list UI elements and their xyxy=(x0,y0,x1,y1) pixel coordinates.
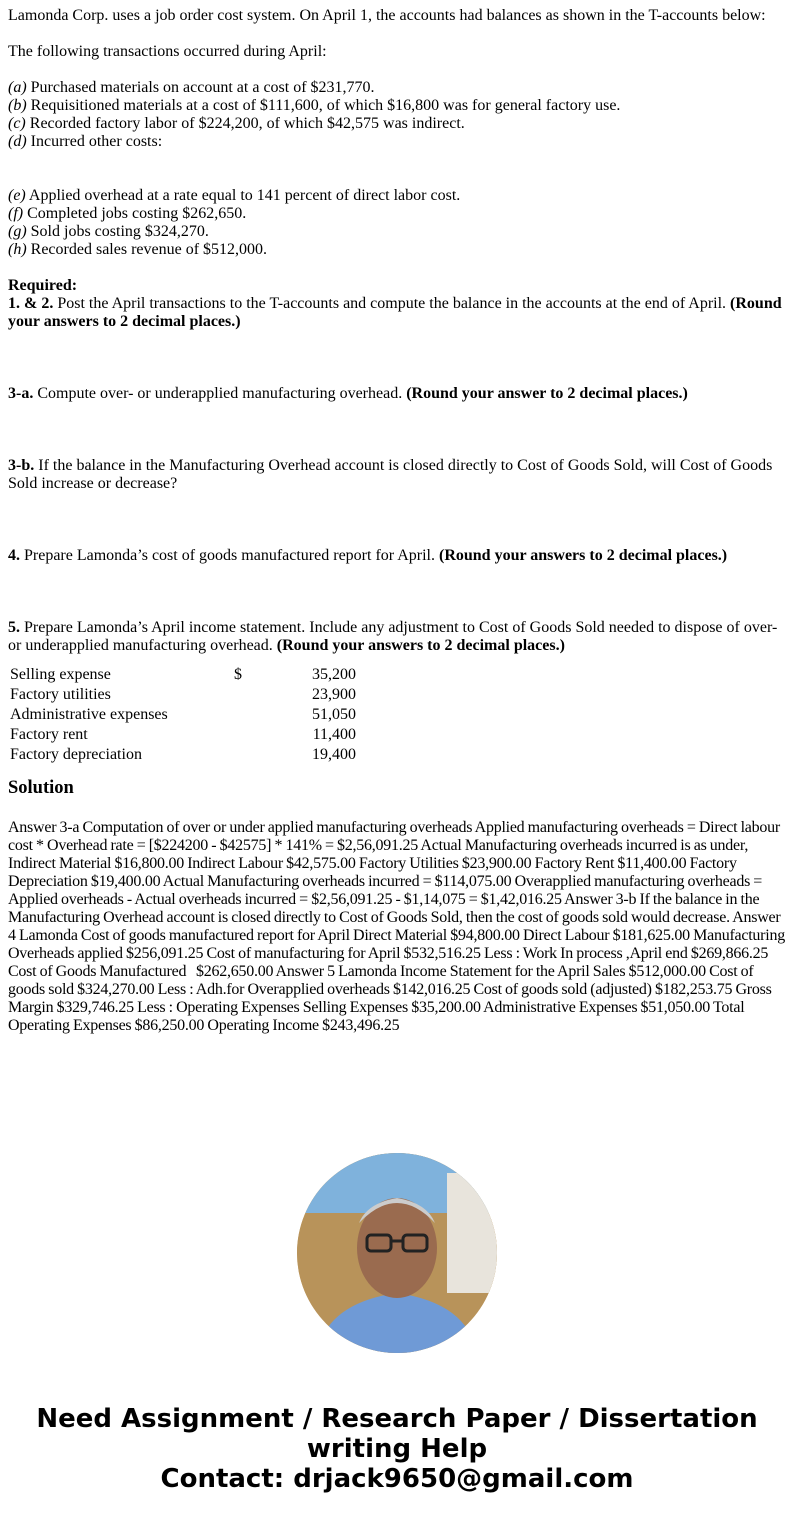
solution-text: Answer 3-a Computation of over or under applied manufacturing overheads Applied manufacturing overheads = Direct labour cost * Overhead rate = [$224200 - $42575] * 141% = $2,56,091.25 Actual Manufacturing overheads incurred is as under, Indirect Material $16,800.00 Indirect Labour $42,575.00 Factory Utilities $23,900.00 Factory Rent $11,400.00 Factory Depreciation $19,400.00 Actual Manufacturing overheads incurred = $114,075.00 Overapplied manufacturing overheads = Applied overheads - Actual overheads incurred = $2,56,091.25 - $1,14,075 = $1,42,016.25 Answer 3-b If the balance in the Manufacturing Overhead account is closed directly to Cost of Goods Sold, then the cost of goods sold would decrease. Answer 4 Lamonda Cost of goods manufactured report for April Direct Material $94,800.00 Direct Labour $181,625.00 Manufacturing Overheads applied $256,091.25 Cost of manufacturing for April $532,516.25 Less : Work In process ,April end $269,866.25 Cost of Goods Manufactured $262,650.00 Answer 5 Lamonda Income Statement for the April Sales $512,000.00 Cost of goods sold $324,270.00 Less : Adh.for Overapplied overheads $142,016.25 Cost of goods sold (adjusted) $182,253.75 Gross Margin $329,746.25 Less : Operating Expenses Selling Expenses $35,200.00 Administrative Expenses $51,050.00 Total Operating Expenses $86,250.00 Operating Income $243,496.25 xyxy=(8,819,785,1034)
cost-currency xyxy=(232,685,244,705)
question-1-2 xyxy=(8,295,786,331)
transaction-label: (c) xyxy=(8,115,26,132)
transaction-label: (h) xyxy=(8,241,27,258)
cost-item: Factory utilities xyxy=(10,686,111,703)
transaction-b xyxy=(8,97,786,115)
other-costs-table xyxy=(8,665,358,765)
transaction-label: (d) xyxy=(8,133,27,150)
question-note: (Round your answers to 2 decimal places.) xyxy=(276,637,565,654)
question-number: 5. xyxy=(8,619,20,636)
cost-item: Factory rent xyxy=(10,726,88,743)
transaction-text: Recorded factory labor of $224,200, of which $42,575 was indirect. xyxy=(25,115,465,132)
cost-currency xyxy=(232,725,244,745)
transaction-text: Incurred other costs: xyxy=(26,133,163,150)
solution-heading: Solution xyxy=(8,778,74,798)
question-number: 1. & 2. xyxy=(8,295,54,312)
author-avatar xyxy=(297,1153,497,1353)
transaction-text: Recorded sales revenue of $512,000. xyxy=(26,241,268,258)
transactions-intro: The following transactions occurred during April: xyxy=(8,43,327,60)
transaction-f xyxy=(8,205,786,223)
transaction-label: (b) xyxy=(8,97,27,114)
table-row xyxy=(8,705,358,725)
cost-currency xyxy=(232,705,244,725)
question-note: (Round your answers to 2 decimal places.) xyxy=(438,547,728,564)
question-text: Prepare Lamonda’s cost of goods manufactured report for April. xyxy=(20,547,439,564)
promo-banner xyxy=(0,1404,794,1494)
question-5 xyxy=(8,619,786,655)
required-label: Required: xyxy=(8,277,78,294)
transaction-label: (g) xyxy=(8,223,27,240)
intro-text: Lamonda Corp. uses a job order cost system. On April 1, the accounts had balances as shown in the T-accounts below: xyxy=(8,7,766,24)
question-number: 3-b. xyxy=(8,457,35,474)
question-text: Prepare Lamonda’s April income statement. Include any adjustment to Cost of Goods Sold needed to dispose of over- or underapplied manufacturing overhead. xyxy=(8,619,778,654)
cost-currency xyxy=(232,745,244,765)
question-3a xyxy=(8,385,786,403)
transaction-e xyxy=(8,187,786,205)
question-number: 3-a. xyxy=(8,385,34,402)
question-text: If the balance in the Manufacturing Overhead account is closed directly to Cost of Goods Sold, will Cost of Goods Sold increase or decrease? xyxy=(8,457,773,492)
question-text: Post the April transactions to the T-accounts and compute the balance in the accounts at the end of April. xyxy=(53,295,731,312)
transaction-text: Applied overhead at a rate equal to 141 percent of direct labor cost. xyxy=(25,187,461,204)
transaction-text: Sold jobs costing $324,270. xyxy=(26,223,209,240)
transaction-label: (f) xyxy=(8,205,24,222)
cost-currency: $ xyxy=(234,666,242,683)
question-note: (Round your answers to 2 decimal places.) xyxy=(8,295,782,330)
cost-amount: 19,400 xyxy=(312,746,356,763)
cost-item: Factory depreciation xyxy=(10,746,142,763)
promo-contact: Contact: drjack9650@gmail.com xyxy=(160,1464,634,1494)
question-text: Compute over- or underapplied manufacturing overhead. xyxy=(33,385,407,402)
cost-item: Administrative expenses xyxy=(10,706,168,723)
cost-amount: 51,050 xyxy=(312,706,356,723)
transaction-c xyxy=(8,115,786,133)
transaction-label: (a) xyxy=(8,79,27,96)
author-photo-icon xyxy=(297,1153,497,1353)
table-row xyxy=(8,725,358,745)
question-3b xyxy=(8,457,786,493)
question-4 xyxy=(8,547,786,565)
document-body xyxy=(8,7,786,1035)
table-row xyxy=(8,665,358,685)
cost-amount: 11,400 xyxy=(312,726,356,743)
transaction-d xyxy=(8,133,786,151)
transaction-g xyxy=(8,223,786,241)
cost-amount: 23,900 xyxy=(312,686,356,703)
transaction-text: Purchased materials on account at a cost of $231,770. xyxy=(26,79,375,96)
transaction-label: (e) xyxy=(8,187,26,204)
table-row xyxy=(8,685,358,705)
table-row xyxy=(8,745,358,765)
promo-line-1: Need Assignment / Research Paper / Dissertation writing Help xyxy=(36,1404,758,1464)
question-note: (Round your answer to 2 decimal places.) xyxy=(406,385,688,402)
question-number: 4. xyxy=(8,547,20,564)
transaction-h xyxy=(8,241,786,259)
cost-amount: 35,200 xyxy=(312,666,356,683)
transaction-text: Completed jobs costing $262,650. xyxy=(23,205,247,222)
cost-item: Selling expense xyxy=(10,666,111,683)
transaction-text: Requisitioned materials at a cost of $111,600, of which $16,800 was for general factory use. xyxy=(26,97,621,114)
transaction-a xyxy=(8,79,786,97)
